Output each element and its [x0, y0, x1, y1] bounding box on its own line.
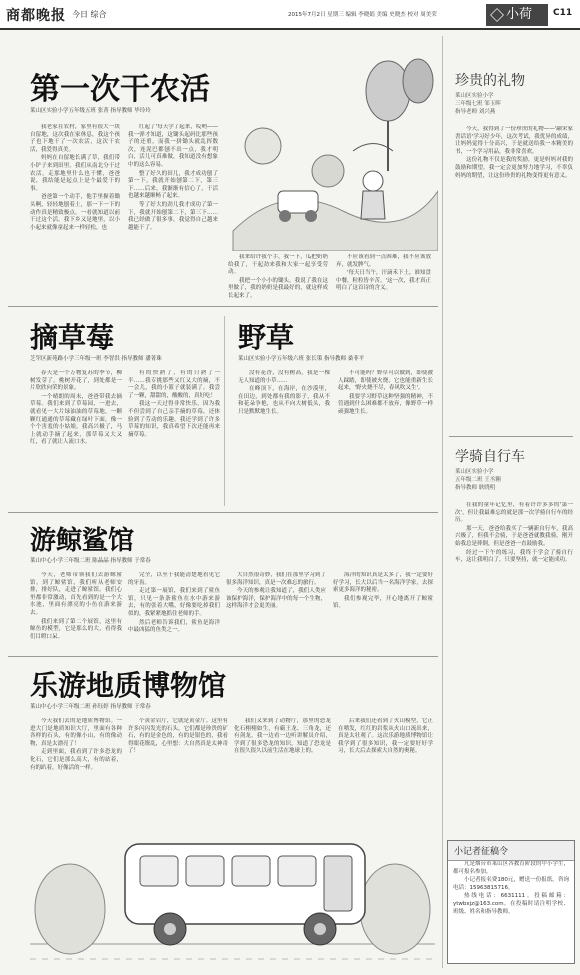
- paragraph: 然后老师告诉我们，鲨鱼是海洋中最凶猛的鱼类之一。: [128, 619, 220, 634]
- article-column: [333, 572, 433, 652]
- article-column: [30, 124, 120, 242]
- article-title: 摘草莓: [30, 321, 115, 354]
- article-title: 野草: [238, 321, 295, 354]
- paragraph: 我们参观完毕，开心地离开了鲸鲨馆。: [333, 595, 433, 610]
- byline-line: 莱山区实验小学: [455, 93, 494, 99]
- article-column: [228, 254, 328, 304]
- article-title: 第一次干农活: [30, 72, 210, 107]
- article-byline: 莱山区实验小学五年级五班 张菁 指导教师 毕玲玲: [30, 108, 151, 114]
- byline-line: 莱山区实验小学: [455, 469, 494, 475]
- paragraph: 红起了'每天学了起来，哎哟——我一弹才知道，这锄头起码比那些孩子的还重，而我一拼锄头就乱挥数次，连泥巴都刨不出一点，我才明白，活儿可真难做，我知道没有想象中的这么容易。: [128, 124, 218, 168]
- notice-body: [453, 861, 569, 961]
- paragraph: 等了好大的劲儿我才成功了第一下，我就开始刨第二下，第三下……我已经做了很多事，我觉得自己越来越能干了。: [128, 201, 218, 231]
- paragraph: 大自然很奇妙，我们在那里学习到了很多海洋知识，真是一次难忘的旅行。: [226, 572, 326, 586]
- paragraph: 今天，老师带领我们去游鲸鲨馆，到了鲸鲨馆，我们听从老师安排，排好队，走进了鲸鲨馆。我们心里都非常激动，首先看到的是一个大水池，里面有漂亮的小鱼在游来游去。: [30, 572, 122, 616]
- section-divider: [8, 656, 438, 657]
- paragraph: 走到里面，我看到了许多恐龙的化石，它们是那么高大，有的站着，有的趴着，好像活的一样。: [30, 749, 122, 771]
- notice-box: [447, 840, 575, 964]
- article-column: [338, 718, 433, 808]
- page-header: [0, 0, 580, 30]
- byline-line: 五年级二班 王丞翱: [455, 477, 501, 483]
- paragraph: 我老家在农村，家里有很大一块自留地，这次我在家休息，我这个孩子也下地干了一次农活，这次干农活，我爱得真美。: [30, 124, 120, 153]
- paragraph: 我们又来到了动物厅，那里的恐龙化石栩栩如生，有霸王龙、三角龙，还有剑龙。我一边看一边听讲解员介绍，学到了很多恐龙的知识，知道了恐龙是在很久很久以前生活在地球上的。: [234, 718, 331, 755]
- leaf-icon: [490, 8, 504, 22]
- article-column: [238, 370, 330, 510]
- paragraph: 今天我们去的是地质博物馆。一进大门是地质知识大厅，里面有各种各样的石头，有的像小山，有的像动物，真是太漂亮了！: [30, 718, 122, 747]
- farming-illustration: [223, 41, 438, 251]
- paragraph: 走过第一展馆，我们来到了鲨鱼馆，只见一条条鲨鱼在水中游来游去，有的张着大嘴，好像要吃掉我们似的，我紧紧地抓住老师的手。: [128, 588, 220, 617]
- article-column: [128, 370, 220, 510]
- paragraph: 我来给许我个手，我一下，瓜把奶奶给我了，干起劲来我和大家一起享受劳动。: [228, 254, 328, 276]
- paragraph: 一个晴朗的周末，爸爸带我去摘草莓。我们来到了草莓园，一进去，就看见一大片绿油油的草莓地，一颗颗红通通的草莓藏在绿叶下面，像一个个害羞的小姑娘。我高兴极了，马上就动手摘了起来，那草莓又大又红，看了就让人流口水。: [30, 393, 122, 446]
- column-divider: [224, 316, 225, 506]
- page-number: C11: [553, 8, 573, 18]
- byline-line: 指导教师 耿晓明: [455, 485, 496, 491]
- section-name: 今日 综合: [72, 10, 107, 19]
- article-byline: 芝罘区新苑路小学三年级一班 李智洪 指导教师 潘菁珠: [30, 356, 162, 362]
- paragraph: 整了好久的田儿，我才成功刨了第一下，我就开始刨第二下，第三下……后来，我渐渐有信心了，干活也越来越顺畅了起来。: [128, 170, 218, 200]
- paragraph: 那一天，爸爸给我买了一辆新自行车，我高兴极了，但我不会骑，于是爸爸就教我骑。刚开始我总是摔倒，但是爸爸一直鼓励我。: [455, 525, 573, 547]
- paragraph: 经过一下午的练习，我终于学会了骑自行车，这让我明白了，只要坚持，就一定能成功。: [455, 549, 573, 564]
- paragraph: 完全，以至于我能清楚地看见它的牙齿。: [128, 572, 220, 586]
- article-column: [128, 124, 218, 242]
- section-divider: [8, 512, 438, 513]
- paragraph: 热线电话：6631111。投稿邮箱：ytwbxjz@163.com。在投稿时请注明学校、班级、姓名和指导教师。: [453, 893, 569, 915]
- article-byline: 莱山区实验小学五年级六班 张长策 指导教师 桑菲平: [238, 356, 365, 362]
- paragraph: 我要学习野草这种坚强的精神，不管遇到什么困难都不放弃，像野草一样顽强地生长。: [338, 393, 433, 415]
- paragraph: 不应该看到一点困难，我不应该放弃，就发脾气。: [336, 254, 431, 268]
- paragraph: 凡是烟台市莱山区各教育阶段的中小学生，都可报名参加。: [453, 861, 569, 875]
- article-column: [234, 718, 331, 808]
- article-byline: 莱山中心小学三年级二班 孙钰婷 指导教师 于常春: [30, 704, 151, 710]
- article-column: [128, 718, 228, 808]
- newspaper-logo: 商都晚报: [6, 8, 66, 24]
- article-column: [30, 718, 122, 808]
- paragraph: '每天日当午，汗滴禾下土，谁知盘中餐，粒粒皆辛苦。'这一次，我才真正明白了这首诗的含义。: [336, 270, 431, 292]
- paragraph: 个黄金岩厅，它就是黄金厅。这里有许多闪闪发光的石头，它们都是珍贵的矿石，有的是金色的，有的是银色的，我看得眼花缭乱，心里想：大自然真是太神奇了！: [128, 718, 228, 755]
- article-title: 游鲸鲨馆: [30, 526, 135, 556]
- section-badge: [486, 4, 548, 26]
- sidebar-article-byline: [455, 468, 501, 492]
- byline-line: 三年级七班 邹玉晖: [455, 101, 501, 107]
- section-badge-label: 小荷: [506, 7, 533, 22]
- sidebar-article-byline: [455, 92, 501, 116]
- bus-illustration: [30, 814, 435, 964]
- paragraph: 春天是一个万物复苏的季节，柳树发芽了，桃树开花了，到处都是一片欣欣向荣的景象。: [30, 370, 122, 392]
- article-column: [226, 572, 326, 652]
- paragraph: 在峰顶下，在海岸，在沙漠里，在田边，到处都有我的影子，我从不和花朵争艳，也从不向大树低头，我只是默默地生长。: [238, 386, 330, 415]
- paragraph: 有的快熟了，有的只熟了一半……我专挑那些又红又大的摘，不一会儿，我的小篮子就装满了。我尝了一颗，甜甜的，酸酸的，真好吃！: [128, 370, 220, 399]
- article-byline: 莱山中心小学三年级二班 陈晶晶 指导教师 于常春: [30, 558, 151, 564]
- sidebar-article-body: [455, 126, 573, 436]
- notice-title: 小记者征稿令: [448, 841, 574, 861]
- sidebar-article-body: [455, 502, 573, 832]
- article-column: [128, 572, 220, 652]
- paragraph: 妈妈在自留地长满了草，我们带小铲子来到田里。我们从南北分干过农活，走那地里什么也干懂，爸爸说，我结能是起点上是个最爱干的事。: [30, 155, 120, 192]
- paragraph: 今天，我得到了一份珍贵的礼物——'颛宋家書话语'学习好少年，这次考试，我优异的成绩，让妈妈觉得十分高兴，于是就送给我一本精美的书，一个学习用品，我非常喜欢。: [455, 126, 573, 155]
- sidebar-article-title: 学骑自行车: [455, 449, 525, 465]
- paragraph: 海洋的知识真是太多了，我一定要好好学习，长大以后当一名海洋学家，去探索更多海洋的秘密。: [333, 572, 433, 594]
- byline-line: 指导老师 刘兴燕: [455, 109, 496, 115]
- article-column: [30, 572, 122, 652]
- paragraph: 这份礼物不仅是我的奖励，更是妈妈对我的鼓励和期望。我一定会更加努力地学习，不辜负妈妈的期望，让这份珍贵的礼物变得更有意义。: [455, 157, 573, 179]
- article-column: [336, 254, 431, 304]
- paragraph: 在我的童年记忆里，有着许许多多的'第一次'，但让我最难忘的就是那一次学骑自行车的经历。: [455, 502, 573, 524]
- paragraph: 没有花香，没有树高，我是一棵无人知道的小草……: [238, 370, 330, 384]
- main-content: [8, 36, 438, 968]
- paragraph: 不可能吗？野草可以做到，即使被人踩踏，即使被火烧，它也能重新生长起来，'野火烧不尽，春风吹又生'。: [338, 370, 433, 392]
- paragraph: 爸爸第一个动手，他手里握着锄头啊，轻轻地刨着土，那一下一下的动作真是精致极点。一看就知道以前干过这个活。我下乡又是地里，以小小起来就像童起来一样轻松，也: [30, 194, 120, 231]
- section-divider: [8, 306, 438, 307]
- paragraph: 我把一个小小的锄头，我说了我在这里做了，我的奶奶是我最好的，就这样成长起来了。: [228, 277, 328, 299]
- article-column: [338, 370, 433, 510]
- issue-meta: 2015年7月2日 星期三 编辑 李晓娟 美编 史晓杰 校对 周美荣: [288, 12, 437, 18]
- paragraph: 小记者报名费180元，赠送一份报纸。咨询电话：15963815716。: [453, 877, 569, 891]
- sidebar-article-title: 珍贵的礼物: [455, 73, 525, 89]
- paragraph: 今天的参观让我知道了，我们人类应该保护海洋，保护海洋中的每一个生物，这样海洋才会更美丽。: [226, 588, 326, 610]
- paragraph: 后来我们还看到了火山模型，它正在喷发，红红的岩浆从火山口流出来，真是太壮观了。这次乐游地质博物馆让我学到了很多知识，我一定要好好学习，长大后去探索大自然的奥秘。: [338, 718, 433, 755]
- paragraph: 我这一天过得非常快乐，因为我不但尝到了自己亲手摘的草莓，还体验到了劳动的乐趣。我还学到了许多草莓的知识，我真希望下次还能再来摘草莓。: [128, 401, 220, 438]
- article-column: [30, 370, 122, 510]
- paragraph: 我们来到了第二个展馆，这里有鲸鱼的模型，它是那么的大，看得我们目瞪口呆。: [30, 618, 122, 640]
- sidebar: [442, 36, 578, 968]
- article-title: 乐游地质博物馆: [30, 669, 227, 702]
- sidebar-divider: [449, 436, 573, 437]
